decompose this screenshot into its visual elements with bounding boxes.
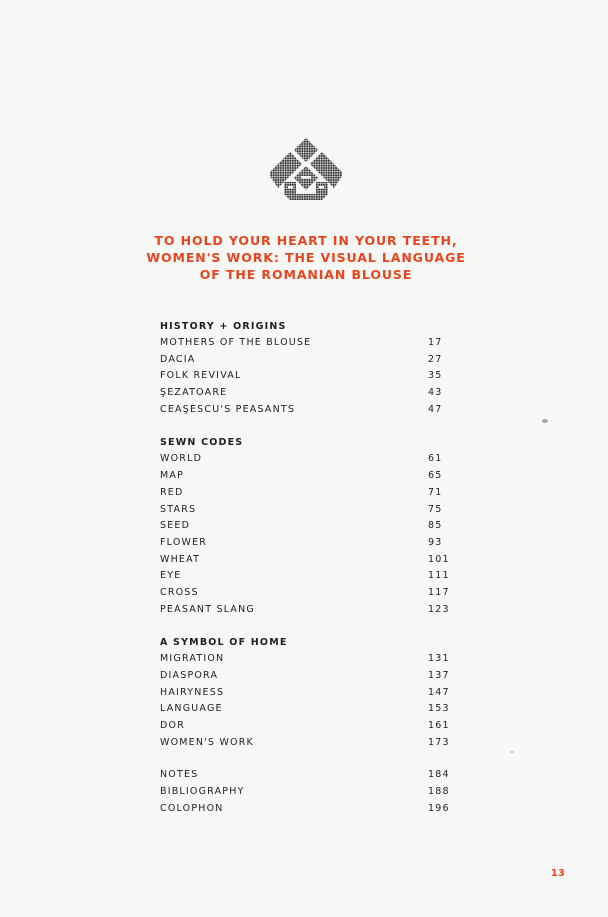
entry-page: 35	[428, 370, 443, 382]
paper-speck	[542, 419, 548, 423]
entry-page: 117	[428, 586, 450, 598]
entry-title: MAP	[160, 470, 185, 482]
toc-entry[interactable]	[160, 585, 450, 602]
entry-title: SEED	[160, 520, 191, 532]
toc-entry[interactable]	[160, 485, 450, 502]
entry-title: EYE	[160, 570, 182, 582]
entry-title: MIGRATION	[160, 653, 225, 665]
entry-page: 71	[428, 486, 443, 498]
entry-title: FOLK REVIVAL	[160, 370, 242, 382]
toc-section-sewn-codes	[160, 434, 450, 618]
entry-page: 61	[428, 453, 443, 465]
entry-page: 93	[428, 536, 443, 548]
toc-entry[interactable]	[160, 368, 450, 385]
toc-entry[interactable]	[160, 602, 450, 619]
toc-entry[interactable]	[160, 568, 450, 585]
page-number: 13	[551, 868, 566, 879]
entry-title: HAIRYNESS	[160, 686, 225, 698]
toc-entry[interactable]	[160, 767, 450, 784]
entry-title: WOMEN'S WORK	[160, 736, 254, 748]
entry-page: 65	[428, 470, 443, 482]
entry-page: 184	[428, 769, 450, 781]
entry-title: BIBLIOGRAPHY	[160, 786, 245, 798]
toc-entry[interactable]	[160, 502, 450, 519]
toc-entry[interactable]	[160, 651, 450, 668]
toc-entry[interactable]	[160, 335, 450, 352]
entry-title: FLOWER	[160, 536, 208, 548]
toc-entry[interactable]	[160, 451, 450, 468]
entry-title: STARS	[160, 503, 197, 515]
entry-title: COLOPHON	[160, 802, 224, 814]
entry-title: WHEAT	[160, 553, 201, 565]
entry-title: ŞEZATOARE	[160, 387, 228, 399]
entry-title: CROSS	[160, 586, 199, 598]
entry-page: 188	[428, 786, 450, 798]
entry-title: MOTHERS OF THE BLOUSE	[160, 337, 312, 348]
title-line-1: TO HOLD YOUR HEART IN YOUR TEETH,	[154, 233, 458, 248]
entry-title: RED	[160, 486, 184, 498]
toc-section-history-origins	[160, 318, 450, 418]
cross-stitch-ornament-icon	[270, 138, 342, 200]
entry-title: PEASANT SLANG	[160, 603, 255, 615]
toc-entry[interactable]	[160, 735, 450, 752]
toc-section-symbol-of-home	[160, 634, 450, 751]
title-line-2: WOMEN'S WORK: THE VISUAL LANGUAGE	[146, 250, 466, 265]
title-line-3: OF THE ROMANIAN BLOUSE	[199, 267, 413, 282]
section-heading: A SYMBOL OF HOME	[160, 637, 288, 649]
entry-page: 111	[428, 570, 450, 582]
toc-entry[interactable]	[160, 784, 450, 801]
toc-entry[interactable]	[160, 385, 450, 402]
entry-page: 27	[428, 353, 443, 365]
section-heading: SEWN CODES	[160, 437, 244, 449]
entry-page: 131	[428, 653, 450, 665]
toc-entry[interactable]	[160, 668, 450, 685]
entry-page: 196	[428, 802, 450, 814]
section-heading: HISTORY + ORIGINS	[160, 321, 287, 332]
toc-entry[interactable]	[160, 402, 450, 419]
entry-title: WORLD	[160, 453, 203, 465]
entry-page: 123	[428, 603, 450, 615]
entry-page: 47	[428, 403, 443, 415]
toc-entry[interactable]	[160, 718, 450, 735]
toc-entry[interactable]	[160, 801, 450, 818]
entry-title: LANGUAGE	[160, 703, 223, 715]
table-of-contents	[160, 318, 450, 834]
toc-entry[interactable]	[160, 518, 450, 535]
entry-page: 137	[428, 670, 450, 681]
entry-title: CEAŞESCU'S PEASANTS	[160, 403, 296, 415]
entry-page: 147	[428, 686, 450, 698]
entry-title: DIASPORA	[160, 670, 219, 681]
paper-speck	[511, 751, 513, 753]
entry-title: DOR	[160, 720, 185, 732]
toc-section-back-matter	[160, 767, 450, 817]
entry-page: 17	[428, 337, 443, 348]
entry-title: NOTES	[160, 769, 199, 781]
entry-page: 101	[428, 553, 450, 565]
entry-page: 75	[428, 503, 443, 515]
entry-page: 161	[428, 720, 450, 732]
entry-page: 43	[428, 387, 443, 399]
entry-page: 85	[428, 520, 443, 532]
toc-entry[interactable]	[160, 535, 450, 552]
toc-entry[interactable]	[160, 352, 450, 369]
entry-page: 153	[428, 703, 450, 715]
toc-entry[interactable]	[160, 685, 450, 702]
toc-entry[interactable]	[160, 468, 450, 485]
toc-entry[interactable]	[160, 552, 450, 569]
book-title	[0, 232, 608, 283]
toc-entry[interactable]	[160, 701, 450, 718]
entry-title: DACIA	[160, 353, 196, 365]
entry-page: 173	[428, 736, 450, 748]
